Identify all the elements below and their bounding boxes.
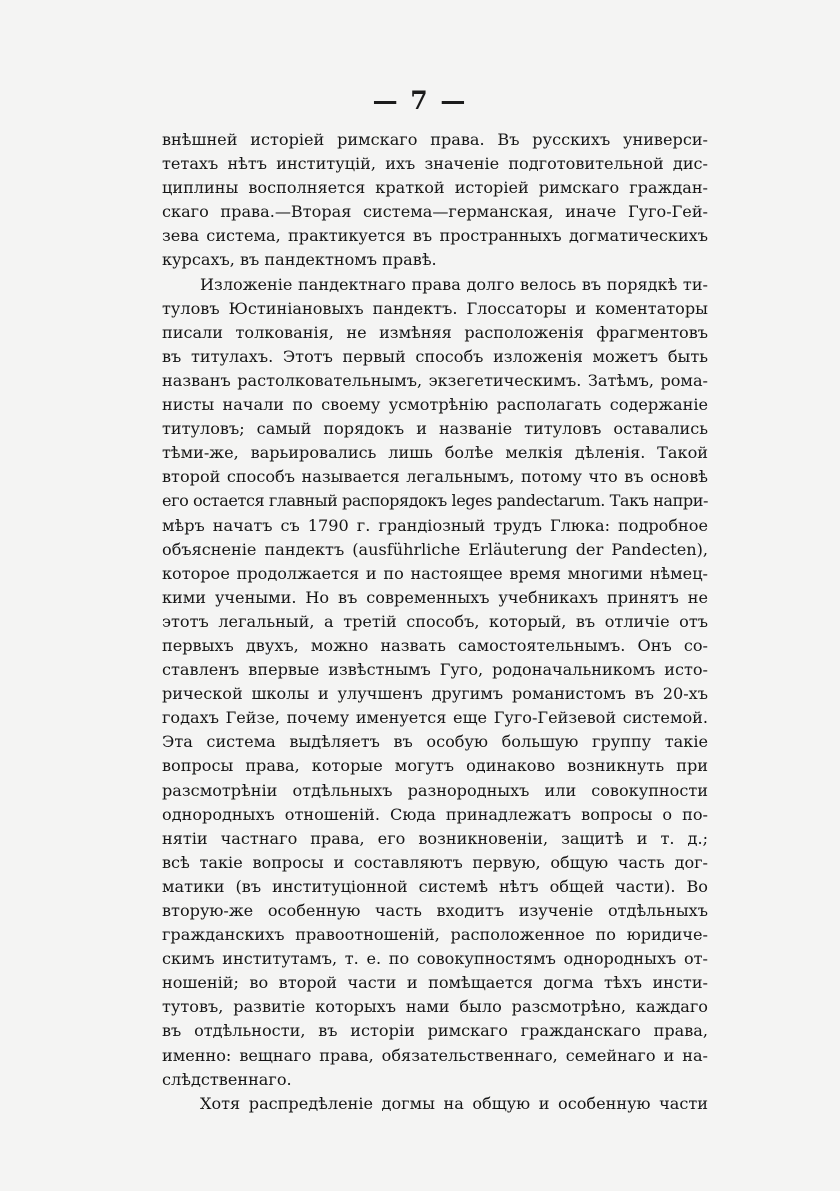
text-line: титуловъ; самый порядокъ и названіе титуловъ оставались bbox=[162, 419, 708, 439]
text-line: кими учеными. Но въ современныхъ учебникахъ принятъ не bbox=[162, 587, 708, 607]
text-line: тетахъ нѣтъ институцій, ихъ значеніе подготовительной дис- bbox=[162, 154, 708, 174]
text-line: нисты начали по своему усмотрѣнію располагать содержаніе bbox=[162, 395, 708, 415]
text-line: объясненіе пандектъ (ausführliche Erläuterung der Pandecten), bbox=[162, 539, 708, 559]
text-line: вторую-же особенную часть входитъ изученіе отдѣльныхъ bbox=[162, 901, 708, 920]
text-line: въ отдѣльности, въ исторіи римскаго гражданскаго права, bbox=[162, 1021, 708, 1041]
text-line: Эта система выдѣляетъ въ особую большую группу такіе bbox=[162, 732, 708, 752]
text-line: мѣръ начатъ съ 1790 г. грандіозный трудъ Глюка: подробное bbox=[162, 515, 708, 535]
text-line: годахъ Гейзе, почему именуется еще Гуго-Гейзевой системой. bbox=[162, 708, 708, 728]
text-line: зева система, практикуется въ пространныхъ догматическихъ bbox=[162, 226, 708, 246]
text-line: нятіи частнаго права, его возникновеніи, защитѣ и т. д.; bbox=[162, 828, 708, 848]
text-line: тутовъ, развитіе которыхъ нами было разсмотрѣно, каждаго bbox=[162, 997, 708, 1017]
text-line: рической школы и улучшенъ другимъ романистомъ въ 20-хъ bbox=[162, 684, 708, 704]
text-line: всѣ такіе вопросы и составляютъ первую, общую часть дог- bbox=[162, 852, 708, 872]
text-line: первыхъ двухъ, можно назвать самостоятельнымъ. Онъ со- bbox=[162, 635, 708, 655]
text-line: циплины восполняется краткой исторіей римскаго граждан- bbox=[162, 178, 708, 198]
body-text bbox=[162, 128, 708, 1116]
text-line: Изложеніе пандектнаго права долго велось въ порядкѣ ти- bbox=[200, 274, 708, 294]
text-line: гражданскихъ правоотношеній, расположенное по юридиче- bbox=[162, 925, 708, 945]
text-line: ношеній; во второй части и помѣщается догма тѣхъ инсти- bbox=[162, 973, 708, 993]
text-line: этотъ легальный, а третій способъ, который, въ отличіе отъ bbox=[162, 611, 708, 631]
text-line: его остается главный распорядокъ leges pandectarum. Такъ напри- bbox=[162, 491, 709, 511]
text-line: слѣдственнаго. bbox=[162, 1069, 292, 1089]
text-line: Хотя распредѣленіе догмы на общую и особенную части bbox=[200, 1093, 708, 1113]
text-line: внѣшней исторіей римскаго права. Въ русскихъ универси- bbox=[162, 130, 708, 149]
text-line: именно: вещнаго права, обязательственнаго, семейнаго и на- bbox=[162, 1045, 708, 1065]
text-line: тѣми-же, варьировались лишь болѣе мелкія дѣленія. Такой bbox=[162, 443, 708, 463]
text-line: разсмотрѣніи отдѣльныхъ разнородныхъ или совокупности bbox=[162, 780, 708, 800]
text-line: которое продолжается и по настоящее время многими нѣмец- bbox=[162, 563, 708, 583]
text-line: туловъ Юстиніановыхъ пандектъ. Глоссаторы и коментаторы bbox=[162, 298, 708, 318]
text-line: курсахъ, въ пандектномъ правѣ. bbox=[162, 250, 437, 270]
text-line: въ титулахъ. Этотъ первый способъ изложенія можетъ быть bbox=[162, 346, 708, 366]
text-line: писали толкованія, не измѣняя расположенія фрагментовъ bbox=[162, 322, 708, 342]
text-line: скаго права.—Вторая система—германская, иначе Гуго-Гей- bbox=[162, 202, 708, 222]
text-line: вопросы права, которые могутъ одинаково возникнуть при bbox=[162, 756, 708, 776]
text-line: матики (въ институціонной системѣ нѣтъ общей части). Во bbox=[162, 876, 708, 896]
text-line: названъ растолковательнымъ, экзегетическимъ. Затѣмъ, рома- bbox=[162, 370, 708, 390]
text-line: ставленъ впервые извѣстнымъ Гуго, родоначальникомъ исто- bbox=[162, 660, 708, 680]
text-line: скимъ институтамъ, т. е. по совокупностямъ однородныхъ от- bbox=[162, 949, 708, 969]
text-line: второй способъ называется легальнымъ, потому что въ основѣ bbox=[162, 467, 708, 487]
text-line: однородныхъ отношеній. Сюда принадлежатъ вопросы о по- bbox=[162, 804, 708, 824]
page-number: — 7 — bbox=[372, 86, 468, 115]
